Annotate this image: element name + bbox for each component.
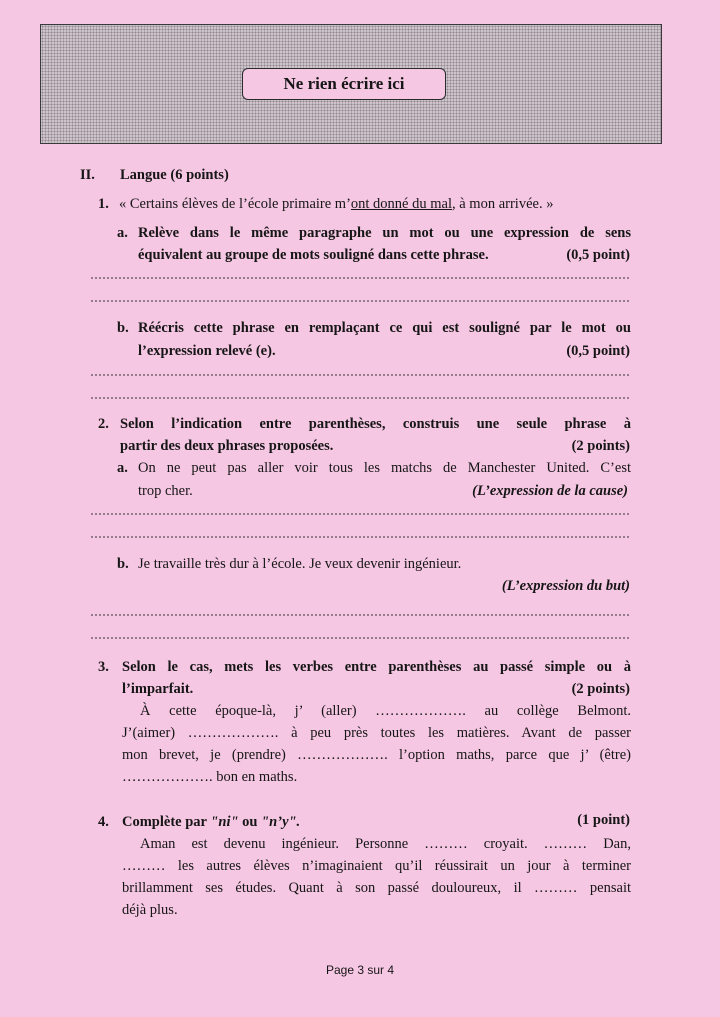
answer-line[interactable] <box>90 637 630 639</box>
q4-points: (1 point) <box>577 812 630 828</box>
answer-line[interactable] <box>90 397 630 399</box>
section-number: II. <box>80 167 95 183</box>
q3-line1: Selon le cas, mets les verbes entre parenthèses au passé simple ou à <box>122 659 631 675</box>
q1a-points: (0,5 point) <box>566 247 630 263</box>
q2-number: 2. <box>98 416 109 432</box>
q3-text-line3: mon brevet, je (prendre) ………………. l’option maths, parce que j’ (être) <box>122 747 631 763</box>
answer-line[interactable] <box>90 513 630 515</box>
answer-line[interactable] <box>90 536 630 538</box>
q4-text-line4: déjà plus. <box>122 902 178 918</box>
answer-line[interactable] <box>90 614 630 616</box>
q1a-line2: équivalent au groupe de mots souligné dans cette phrase. <box>138 247 489 263</box>
q1-number: 1. <box>98 196 109 212</box>
q4-text-line1: Aman est devenu ingénieur. Personne ……… croyait. ……… Dan, <box>140 836 631 852</box>
q3-text-line4: ………………. bon en maths. <box>122 769 298 785</box>
answer-line[interactable] <box>90 300 630 302</box>
q2a-line1: On ne peut pas aller voir tous les matchs de Manchester United. C’est <box>138 460 631 476</box>
answer-line[interactable] <box>90 277 630 279</box>
q4-number: 4. <box>98 814 109 830</box>
q2b-letter: b. <box>117 556 129 572</box>
q2-line1: Selon l’indication entre parenthèses, construis une seule phrase à <box>120 416 631 432</box>
q4-text-line2: ……… les autres élèves n’imaginaient qu’il réussirait un jour à terminer <box>122 858 631 874</box>
q1b-points: (0,5 point) <box>566 343 630 359</box>
do-not-write-label: Ne rien écrire ici <box>242 68 446 100</box>
q2-line2: partir des deux phrases proposées. <box>120 438 334 454</box>
underlined-phrase: ont donné du mal <box>350 196 452 212</box>
q2b-indication: (L’expression du but) <box>501 578 630 594</box>
section-title: Langue (6 points) <box>120 167 229 183</box>
q3-line2: l’imparfait. <box>122 681 194 697</box>
q2b-line1: Je travaille très dur à l’école. Je veux devenir ingénieur. <box>138 556 462 572</box>
q1b-line1: Réécris cette phrase en remplaçant ce qui est souligné par le mot ou <box>138 320 631 336</box>
q2a-letter: a. <box>117 460 128 476</box>
answer-line[interactable] <box>90 374 630 376</box>
q3-text-line1: À cette époque-là, j’ (aller) ………………. au collège Belmont. <box>140 703 631 719</box>
q1-quote: « Certains élèves de l’école primaire m’ont donné du mal, à mon arrivée. » <box>119 196 554 212</box>
q4-text-line3: brillamment ses études. Quant à son passé douloureux, il ……… pensait <box>122 880 631 896</box>
q2-points: (2 points) <box>571 438 630 454</box>
q1b-line2: l’expression relevé (e). <box>138 343 276 359</box>
q1b-letter: b. <box>117 320 129 336</box>
q4-title: Complète par "ni" ou "n’y". <box>122 814 301 830</box>
q3-text-line2: J’(aimer) ………………. à peu près toutes les matières. Avant de passer <box>122 725 631 741</box>
page-number: Page 3 sur 4 <box>325 963 395 977</box>
q1a-letter: a. <box>117 225 128 241</box>
q3-number: 3. <box>98 659 109 675</box>
do-not-write-area <box>40 24 662 144</box>
q3-points: (2 points) <box>571 681 630 697</box>
q2a-line2: trop cher. <box>138 483 193 499</box>
q2a-indication: (L’expression de la cause) <box>472 483 628 499</box>
q1a-line1: Relève dans le même paragraphe un mot ou une expression de sens <box>138 225 631 241</box>
